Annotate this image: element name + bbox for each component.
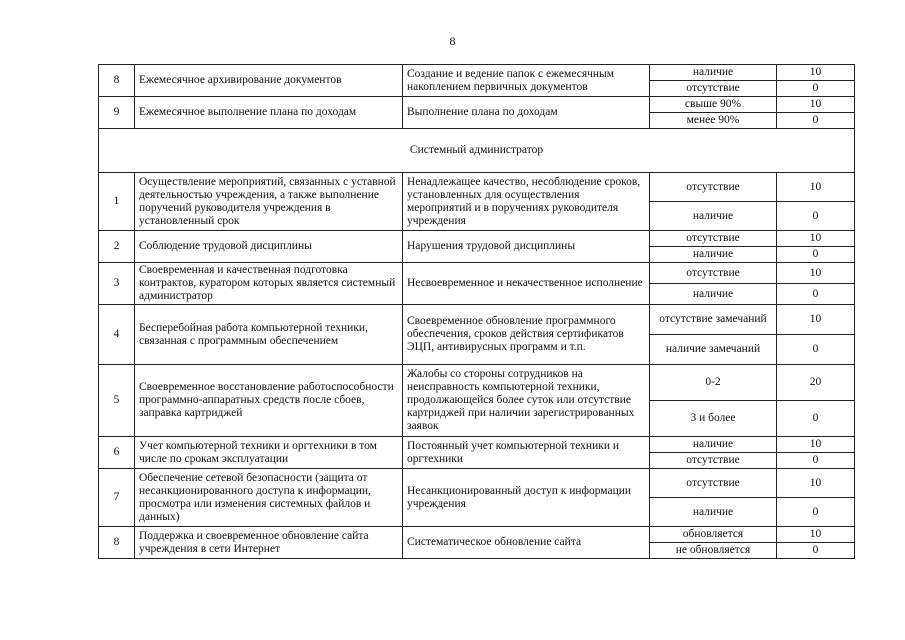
state-label: 0-2 [650,365,777,401]
indicator-text: Жалобы со стороны сотрудников на неисправность компьютерной техники, продолжающейся более суток или отсутствие картриджей при наличии зарегистрированных заявок [403,365,650,437]
state-label: наличие [650,202,777,231]
state-label: наличие замечаний [650,335,777,365]
section-header-row [99,129,855,173]
criterion-text: Своевременная и качественная подготовка контрактов, куратором которых является системный администратор [135,263,403,305]
row-number: 9 [99,97,135,129]
row-number: 8 [99,527,135,559]
table-row [99,231,855,247]
score-value: 10 [777,305,855,335]
score-value: 0 [777,453,855,469]
row-number: 6 [99,437,135,469]
state-label: обновляется [650,527,777,543]
state-label: отсутствие [650,173,777,202]
criterion-text: Учет компьютерной техники и оргтехники в том числе по срокам эксплуатации [135,437,403,469]
score-value: 10 [777,65,855,81]
state-label: отсутствие [650,263,777,284]
table-row [99,305,855,335]
score-value: 0 [777,335,855,365]
state-label: отсутствие [650,453,777,469]
table-row [99,173,855,202]
criterion-text: Осуществление мероприятий, связанных с уставной деятельностью учреждения, а также выполнение поручений руководителя учреждения в установленный срок [135,173,403,231]
table-row [99,365,855,401]
row-number: 3 [99,263,135,305]
indicator-text: Постоянный учет компьютерной техники и оргтехники [403,437,650,469]
table-row [99,263,855,284]
state-label: наличие [650,498,777,527]
table-row [99,469,855,498]
state-label: отсутствие замечаний [650,305,777,335]
criterion-text: Соблюдение трудовой дисциплины [135,231,403,263]
page-number: 8 [449,34,456,48]
indicator-text: Выполнение плана по доходам [403,97,650,129]
indicator-text: Систематическое обновление сайта [403,527,650,559]
state-label: наличие [650,437,777,453]
score-value: 10 [777,527,855,543]
criterion-text: Своевременное восстановление работоспособности программно-аппаратных средств после сбоев, заправка картриджей [135,365,403,437]
score-value: 0 [777,498,855,527]
state-label: отсутствие [650,81,777,97]
criteria-table [98,64,855,559]
criterion-text: Поддержка и своевременное обновление сайта учреждения в сети Интернет [135,527,403,559]
score-value: 10 [777,437,855,453]
score-value: 10 [777,97,855,113]
state-label: не обновляется [650,543,777,559]
state-label: отсутствие [650,469,777,498]
score-value: 20 [777,365,855,401]
indicator-text: Несанкционированный доступ к информации учреждения [403,469,650,527]
indicator-text: Своевременное обновление программного обеспечения, сроков действия сертификатов ЭЦП, антивирусных программ и т.п. [403,305,650,365]
state-label: менее 90% [650,113,777,129]
score-value: 0 [777,247,855,263]
criterion-text: Бесперебойная работа компьютерной техники, связанная с программным обеспечением [135,305,403,365]
score-value: 10 [777,231,855,247]
score-value: 10 [777,469,855,498]
row-number: 5 [99,365,135,437]
indicator-text: Ненадлежащее качество, несоблюдение сроков, установленных для осуществления мероприятий и в поручениях руководителя учреждения [403,173,650,231]
criterion-text: Обеспечение сетевой безопасности (защита от несанкционированного доступа к информации, просмотра или изменения системных файлов и данных) [135,469,403,527]
row-number: 7 [99,469,135,527]
table-row [99,65,855,81]
indicator-text: Нарушения трудовой дисциплины [403,231,650,263]
row-number: 2 [99,231,135,263]
state-label: наличие [650,284,777,305]
indicator-text: Создание и ведение папок с ежемесячным накоплением первичных документов [403,65,650,97]
state-label: наличие [650,247,777,263]
score-value: 0 [777,284,855,305]
score-value: 0 [777,202,855,231]
state-label: 3 и более [650,401,777,437]
table-row [99,437,855,453]
score-value: 10 [777,173,855,202]
row-number: 4 [99,305,135,365]
criterion-text: Ежемесячное выполнение плана по доходам [135,97,403,129]
score-value: 0 [777,81,855,97]
score-value: 0 [777,113,855,129]
row-number: 1 [99,173,135,231]
criterion-text: Ежемесячное архивирование документов [135,65,403,97]
score-value: 0 [777,543,855,559]
table-row [99,527,855,543]
state-label: свыше 90% [650,97,777,113]
state-label: наличие [650,65,777,81]
score-value: 0 [777,401,855,437]
section-title: Системный администратор [99,129,855,173]
state-label: отсутствие [650,231,777,247]
row-number: 8 [99,65,135,97]
score-value: 10 [777,263,855,284]
indicator-text: Несвоевременное и некачественное исполнение [403,263,650,305]
table-row [99,97,855,113]
